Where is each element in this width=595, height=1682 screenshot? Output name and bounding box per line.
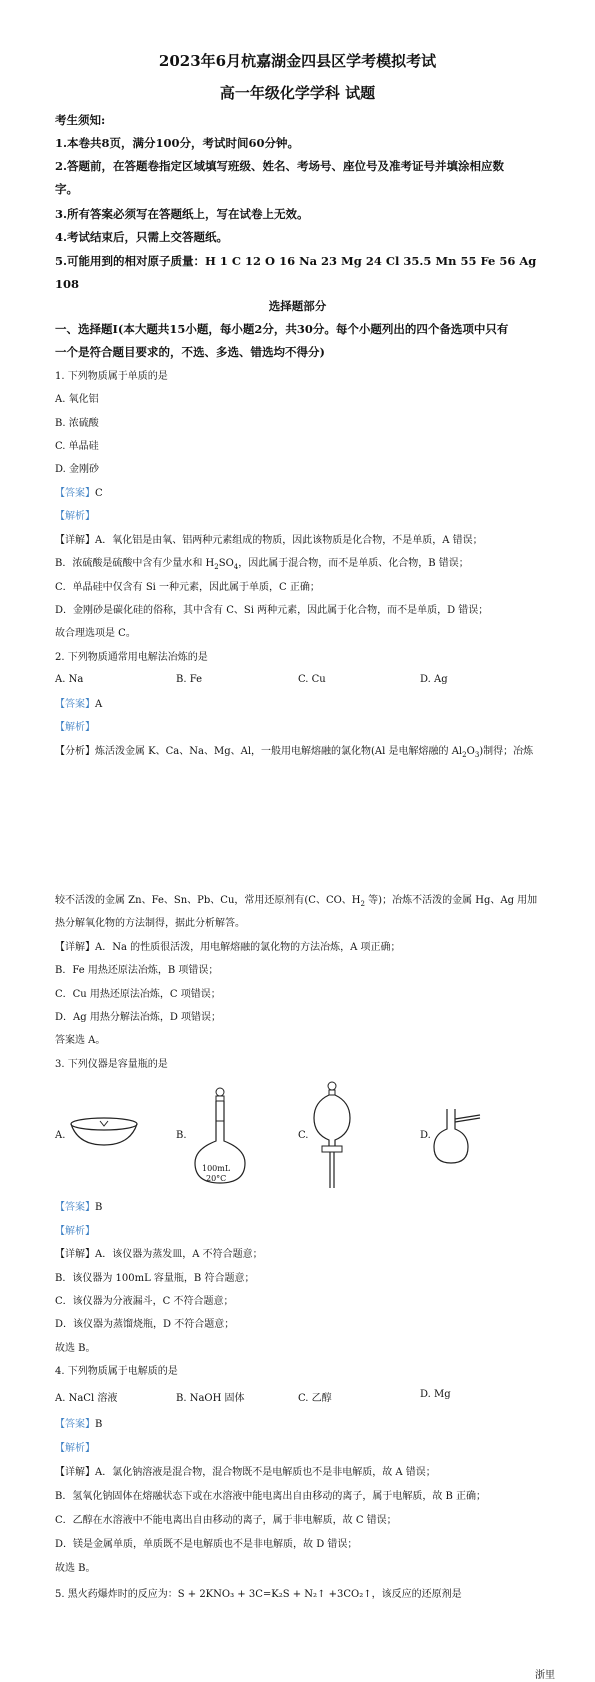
analysis-text: O: [466, 746, 475, 757]
notice-item: 5.可能用到的相对原子质量：H 1 C 12 O 16 Na 23 Mg 24 Cl 35.5 Mn 55 Fe 56 Ag: [55, 254, 537, 268]
option: C. 乙醇: [298, 1393, 332, 1404]
option: A. NaCl 溶液: [55, 1393, 118, 1404]
page-title: 2023年6月杭嘉湖金四县区学考模拟考试: [158, 52, 437, 70]
detail-text: A．氧化铝是由氧、铝两种元素组成的物质，因此该物质是化合物，不是单质，A 错误；: [95, 535, 483, 546]
option: C.: [298, 1130, 309, 1141]
detail-line: C．单晶硅中仅含有 Si 一种元素，因此属于单质，C 正确；: [55, 582, 320, 593]
detail-tag: 【详解】: [55, 942, 95, 953]
notice-item: 字。: [55, 182, 78, 196]
analysis-text: 等)；冶炼不活泼的金属 Hg、Ag 用加: [364, 895, 538, 906]
evaporating-dish-icon: [68, 1115, 140, 1149]
detail-text: ，因此属于混合物，而不是单质、化合物，B 错误；: [238, 558, 469, 569]
detail-text: SO: [218, 558, 234, 569]
answer-line: [55, 487, 103, 501]
subscript: 4: [233, 563, 239, 571]
detail-line: B．该仪器为 100mL 容量瓶，B 符合题意；: [55, 1273, 255, 1284]
flask-label: 20°C: [206, 1174, 227, 1183]
detail-line: D．Ag 用热分解法冶炼，D 项错误；: [55, 1012, 222, 1023]
analysis-label: 【解析】: [55, 511, 95, 522]
option: A.: [55, 1130, 66, 1141]
option: D. 金刚砂: [55, 464, 100, 475]
analysis-text: 炼活泼金属 K、Ca、Na、Mg、Al，一般用电解熔融的氯化物(Al 是电解熔融的 Al: [95, 746, 463, 757]
option: D. Ag: [420, 674, 448, 685]
answer-tag: 【答案】: [55, 1419, 95, 1430]
analysis-line: 热分解氧化物的方法制得，据此分析解答。: [55, 918, 245, 929]
conclusion: 故合理选项是 C。: [55, 628, 136, 639]
answer-tag: 【答案】: [55, 699, 95, 710]
question-stem: 4. 下列物质属于电解质的是: [55, 1366, 178, 1377]
detail-line: B．Fe 用热还原法冶炼，B 项错误；: [55, 965, 219, 976]
detail-line: C．乙醇在水溶液中不能电离出自由移动的离子，属于非电解质，故 C 错误；: [55, 1515, 397, 1526]
conclusion: 答案选 A。: [55, 1035, 106, 1046]
stem-text: ，该反应的还原剂是: [371, 1589, 462, 1600]
option: C. Cu: [298, 674, 326, 685]
detail-tag: 【详解】: [55, 1249, 95, 1260]
detail-text: B．浓硫酸是硫酸中含有少量水和 H: [55, 558, 215, 569]
footer-watermark: 浙里: [535, 1670, 555, 1681]
detail-line: D．镁是金属单质，单质既不是电解质也不是非电解质，故 D 错误；: [55, 1539, 358, 1550]
analysis-label: 【解析】: [55, 1226, 95, 1237]
conclusion: 故选 B。: [55, 1563, 96, 1574]
option: C. 单晶硅: [55, 441, 99, 452]
subscript: 2: [214, 563, 219, 571]
analysis-sub-tag: 【分析】: [55, 746, 95, 757]
separatory-funnel-icon: [310, 1080, 354, 1190]
analysis-text: )制得；冶炼: [479, 746, 534, 757]
detail-line: D．金刚砂是碳化硅的俗称，其中含有 C、Si 两种元素，因此属于化合物，而不是单质，D 错误；: [55, 605, 489, 616]
detail-text: A．氯化钠溶液是混合物，混合物既不是电解质也不是非电解质，故 A 错误；: [95, 1467, 436, 1478]
answer-value: A: [95, 699, 103, 710]
question-stem: [55, 1588, 462, 1602]
detail-line: D．该仪器为蒸馏烧瓶，D 不符合题意；: [55, 1319, 235, 1330]
subscript: 2: [462, 751, 467, 759]
notice-item: 4.考试结束后，只需上交答题纸。: [55, 230, 229, 244]
notice-item: 3.所有答案必须写在答题纸上，写在试卷上无效。: [55, 207, 309, 221]
detail-tag: 【详解】: [55, 1467, 95, 1478]
detail-line: C．该仪器为分液漏斗，C 不符合题意；: [55, 1296, 234, 1307]
question-stem: 1. 下列物质属于单质的是: [55, 371, 168, 382]
option: B. 浓硫酸: [55, 418, 99, 429]
option: A. Na: [55, 674, 84, 685]
option: B. Fe: [176, 674, 203, 685]
distilling-flask-icon: [432, 1107, 482, 1165]
option: A. 氧化铝: [55, 394, 99, 405]
analysis-tag: [55, 1442, 95, 1456]
detail-line: C．Cu 用热还原法冶炼，C 项错误；: [55, 989, 221, 1000]
answer-line: [55, 1418, 102, 1432]
notice-item: 2.答题前，在答题卷指定区域填写班级、姓名、考场号、座位号及准考证号并填涂相应数: [55, 159, 505, 173]
detail-line: [55, 1466, 436, 1480]
subscript: 3: [474, 751, 480, 759]
section-intro: 一、选择题Ⅰ(本大题共15小题，每小题2分，共30分。每个小题列出的四个备选项中只有: [55, 322, 509, 336]
analysis-line: [55, 894, 537, 911]
answer-tag: 【答案】: [55, 1202, 95, 1213]
conclusion: 故选 B。: [55, 1343, 96, 1354]
detail-line: [55, 941, 401, 955]
detail-line: [55, 534, 483, 548]
detail-line: [55, 1248, 263, 1262]
detail-line: B．氢氧化钠固体在熔融状态下或在水溶液中能电离出自由移动的离子，属于电解质，故 B 正确；: [55, 1491, 487, 1502]
detail-tag: 【详解】: [55, 535, 95, 546]
detail-line: [55, 557, 469, 574]
option: B.: [176, 1130, 187, 1141]
analysis-tag: [55, 510, 95, 524]
answer-line: [55, 1201, 102, 1215]
answer-value: B: [95, 1202, 103, 1213]
option: D. Mg: [420, 1389, 451, 1400]
page-subtitle: 高一年级化学学科 试题: [219, 84, 376, 102]
section-intro: 一个是符合题目要求的，不选、多选、错选均不得分): [55, 345, 325, 359]
notice-item: 1.本卷共8页，满分100分，考试时间60分钟。: [55, 136, 300, 150]
option: B. NaOH 固体: [176, 1393, 245, 1404]
answer-tag: 【答案】: [55, 488, 95, 499]
analysis-text: 较不活泼的金属 Zn、Fe、Sn、Pb、Cu，常用还原剂有(C、CO、H: [55, 895, 361, 906]
stem-text: 5. 黑火药爆炸时的反应为：: [55, 1589, 178, 1600]
analysis-line: [55, 745, 533, 762]
question-stem: 2. 下列物质通常用电解法冶炼的是: [55, 652, 208, 663]
chemical-equation: S + 2KNO₃ + 3C=K₂S + N₂↑ +3CO₂↑: [177, 1589, 372, 1600]
detail-text: A．Na 的性质很活泼，用电解熔融的氯化物的方法冶炼，A 项正确；: [95, 942, 401, 953]
analysis-tag: [55, 1225, 95, 1239]
answer-value: C: [95, 488, 103, 499]
option: D.: [420, 1130, 431, 1141]
subscript: 2: [360, 900, 365, 908]
analysis-label: 【解析】: [55, 1443, 95, 1454]
question-stem: 3. 下列仪器是容量瓶的是: [55, 1059, 168, 1070]
analysis-label: 【解析】: [55, 722, 95, 733]
answer-line: [55, 698, 102, 712]
notice-item: 108: [55, 277, 80, 291]
flask-label: 100mL: [202, 1164, 231, 1173]
detail-text: A．该仪器为蒸发皿，A 不符合题意；: [95, 1249, 263, 1260]
section-title: 选择题部分: [268, 299, 327, 313]
analysis-tag: [55, 721, 95, 735]
answer-value: B: [95, 1419, 103, 1430]
notice-heading: 考生须知:: [55, 113, 106, 127]
